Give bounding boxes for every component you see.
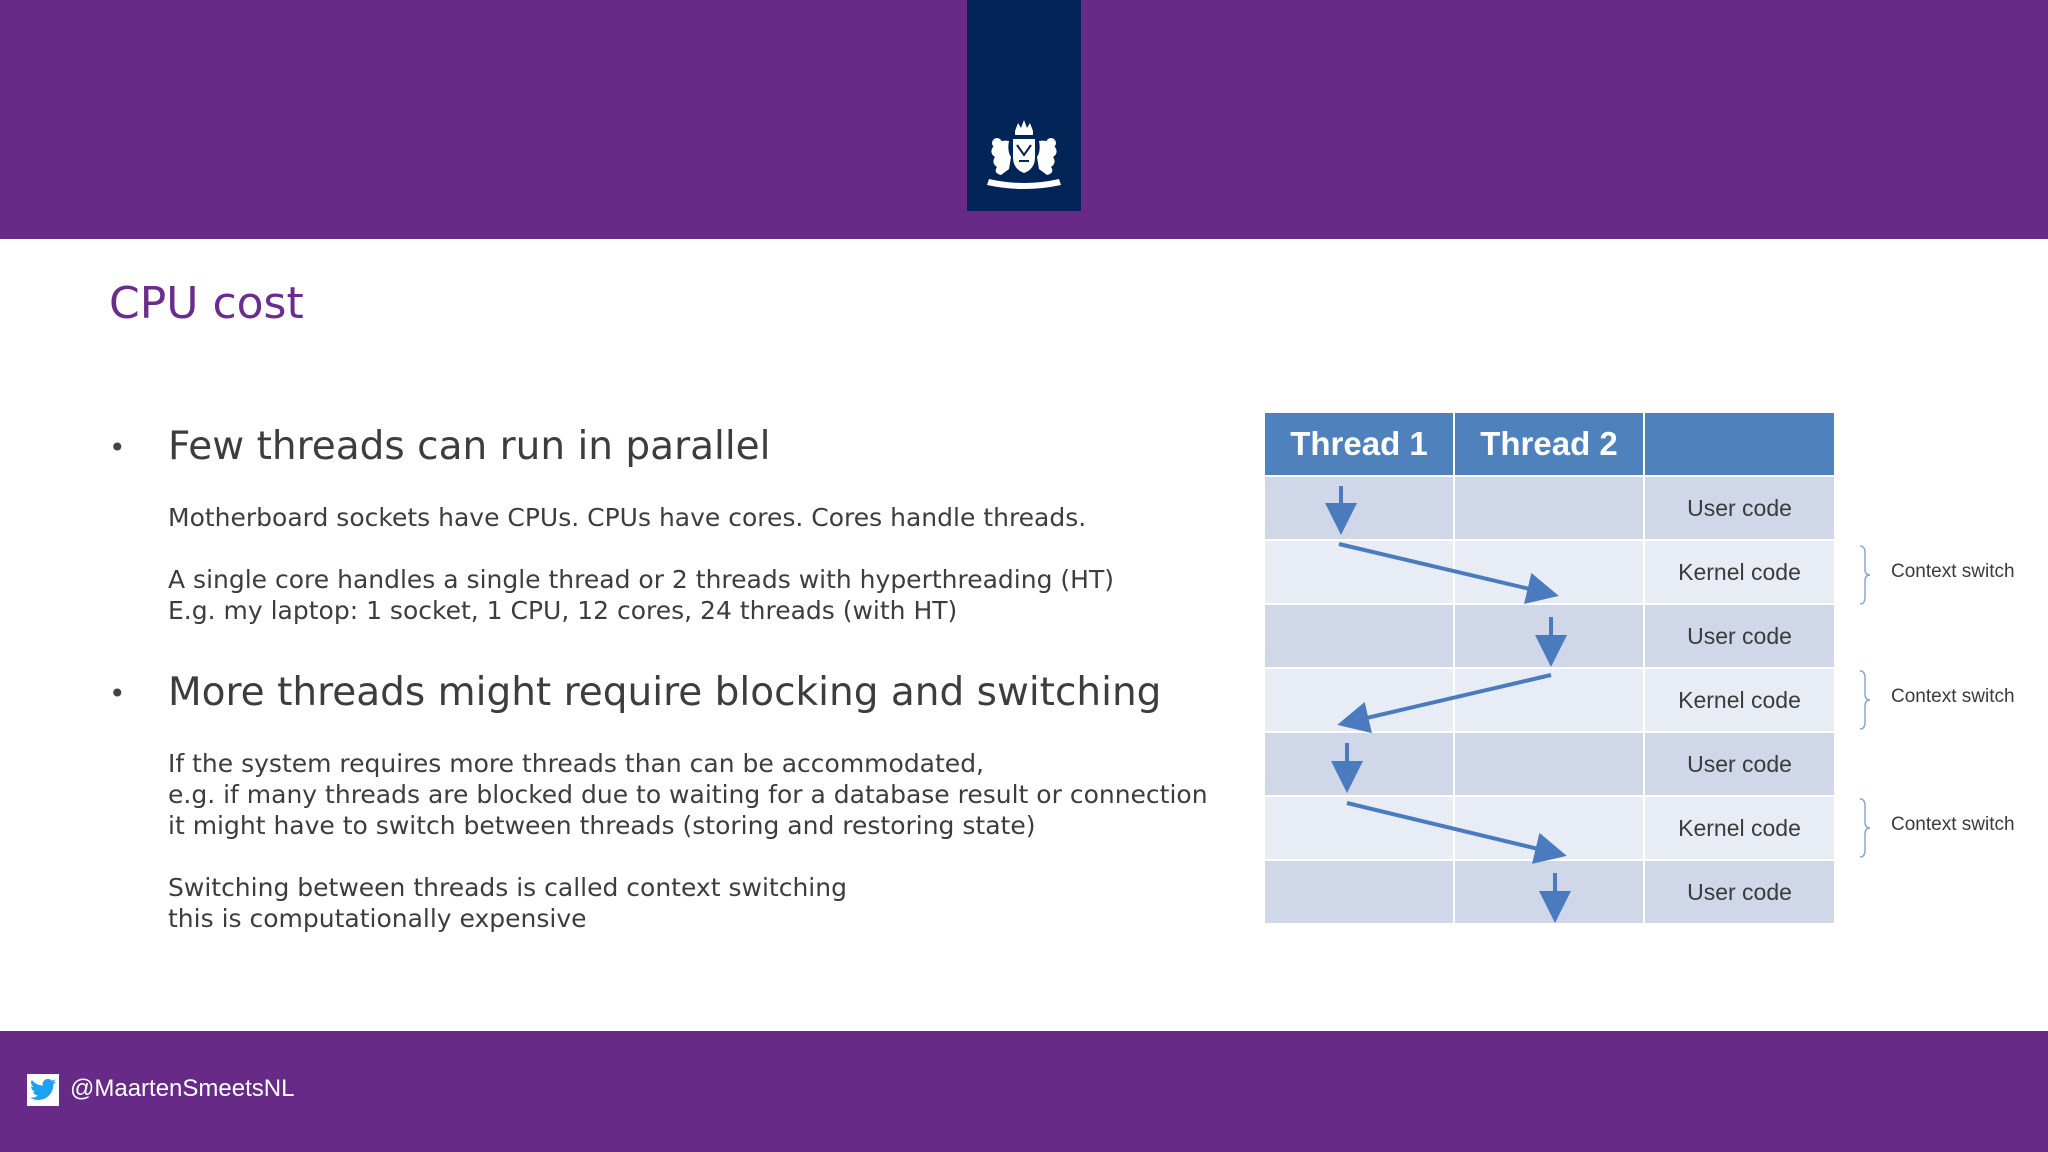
- bullet-marker: •: [109, 431, 126, 464]
- context-switch-diagram: [1265, 413, 1834, 927]
- bullet-marker: •: [109, 677, 126, 710]
- row-label: Kernel code: [1678, 814, 1801, 841]
- slide-title: CPU cost: [109, 278, 304, 329]
- thread-flow-arrows: [1265, 413, 1834, 927]
- footer-banner: [0, 1031, 2048, 1152]
- header-thread-2: Thread 2: [1455, 413, 1643, 475]
- twitter-bird-icon: [27, 1074, 59, 1106]
- context-switch-label: Context switch: [1891, 814, 2015, 835]
- arrow-switch-to-thread-2: [1347, 803, 1559, 854]
- row-label: Kernel code: [1678, 686, 1801, 713]
- text-line: Switching between threads is called context switching: [168, 873, 847, 902]
- brace-icon: [1858, 545, 1878, 605]
- arrow-switch-to-thread-1: [1345, 675, 1551, 723]
- context-switch-label: Context switch: [1891, 561, 2015, 582]
- text-line: E.g. my laptop: 1 socket, 1 CPU, 12 cores, 24 threads (with HT): [168, 596, 958, 625]
- text-line: Motherboard sockets have CPUs. CPUs have cores. Cores handle threads.: [168, 503, 1087, 532]
- bullet-1-paragraph-2: [168, 564, 1114, 626]
- context-switch-annotation: [1858, 545, 2048, 605]
- arrow-switch-to-thread-2: [1339, 544, 1551, 594]
- context-switch-label: Context switch: [1891, 686, 2015, 707]
- brace-icon: [1858, 670, 1878, 730]
- header-thread-1: Thread 1: [1265, 413, 1453, 475]
- text-line: it might have to switch between threads (storing and restoring state): [168, 811, 1036, 840]
- row-label: User code: [1687, 494, 1792, 521]
- text-line: e.g. if many threads are blocked due to waiting for a database result or connection: [168, 780, 1208, 809]
- row-label: User code: [1687, 878, 1792, 905]
- text-line: A single core handles a single thread or 2 threads with hyperthreading (HT): [168, 565, 1114, 594]
- context-switch-annotation: [1858, 798, 2048, 858]
- bullet-1-paragraph-1: [168, 502, 1086, 533]
- government-logo: [967, 0, 1081, 211]
- brace-icon: [1858, 798, 1878, 858]
- bullet-heading-1: Few threads can run in parallel: [168, 424, 771, 469]
- royal-coat-of-arms-icon: [979, 117, 1069, 193]
- bullet-2-paragraph-1: [168, 748, 1208, 841]
- text-line: If the system requires more threads than can be accommodated,: [168, 749, 985, 778]
- bullet-2-paragraph-2: [168, 872, 847, 934]
- bullet-heading-2: More threads might require blocking and switching: [168, 670, 1162, 715]
- row-label: User code: [1687, 622, 1792, 649]
- twitter-handle[interactable]: @MaartenSmeetsNL: [70, 1075, 295, 1102]
- row-label: User code: [1687, 750, 1792, 777]
- text-line: this is computationally expensive: [168, 904, 587, 933]
- context-switch-annotation: [1858, 670, 2048, 730]
- row-label: Kernel code: [1678, 558, 1801, 585]
